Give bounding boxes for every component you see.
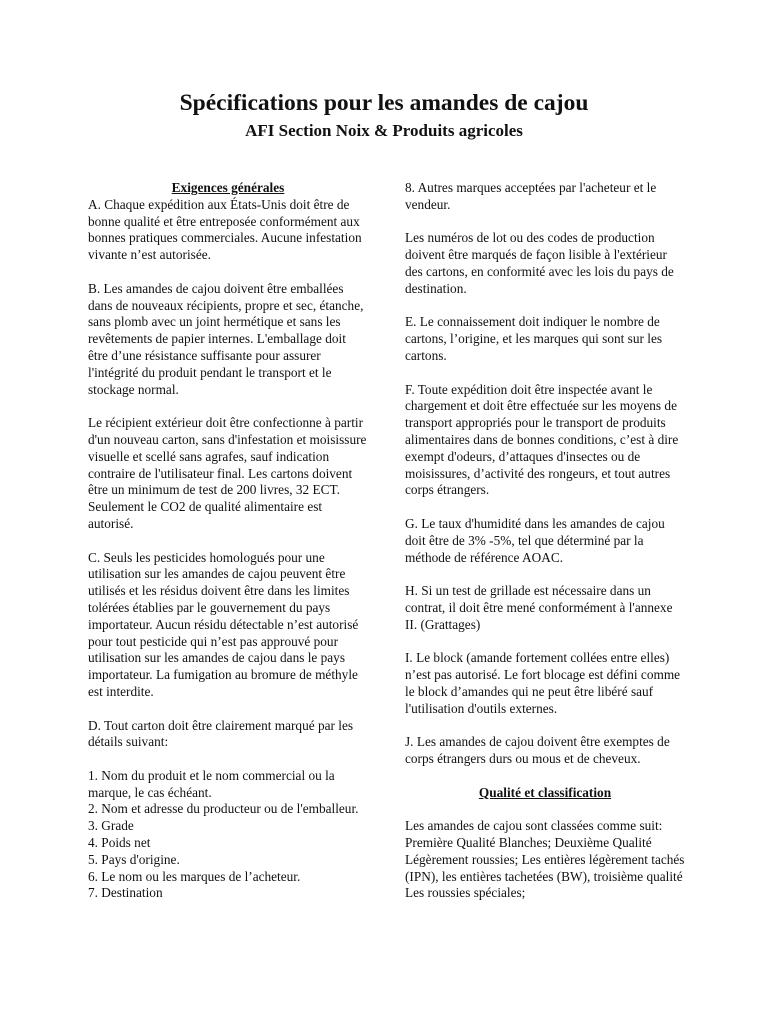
list-item: 2. Nom et adresse du producteur ou de l'emballeur. bbox=[88, 801, 359, 817]
paragraph-f: F. Toute expédition doit être inspectée avant le chargement et doit être effectuée sur les moyens de transport appropriés pour le transport de produits alimentaires dans de bonnes conditions, c’est à dire exempt d'odeurs, d’attaques d'insectes ou de moisissures, d’activité des rongeurs, et tout autres corps étrangers. bbox=[405, 381, 679, 498]
document-subtitle: AFI Section Noix & Produits agricoles bbox=[245, 121, 523, 140]
section-heading-quality: Qualité et classification bbox=[478, 784, 612, 800]
list-item: 6. Le nom ou les marques de l’acheteur. bbox=[88, 868, 301, 884]
document-title: Spécifications pour les amandes de cajou bbox=[179, 90, 589, 116]
paragraph-lot-numbers: Les numéros de lot ou des codes de production doivent être marqués de façon lisible à l'extérieur des cartons, en conformité avec les lois du pays de destination. bbox=[405, 230, 674, 296]
paragraph-container: Le récipient extérieur doit être confectionne à partir d'un nouveau carton, sans d'infestation et moisissure visuelle et scellé sans agrafes, sauf indication contraire de l'utilisateur final. Les cartons doivent être un minimum de test de 200 livres, 32 ECT. Seulement le CO2 de qualité alimentaire est autorisé. bbox=[88, 415, 367, 531]
paragraph-j: J. Les amandes de cajou doivent être exemptes de corps étrangers durs ou mous et de cheveux. bbox=[405, 734, 670, 767]
paragraph-e: E. Le connaissement doit indiquer le nombre de cartons, l’origine, et les marques qui sont sur les cartons. bbox=[405, 314, 663, 363]
section-heading-general: Exigences générales bbox=[171, 180, 285, 195]
paragraph-8: 8. Autres marques acceptées par l'acheteur et le vendeur. bbox=[405, 180, 657, 212]
list-item: 5. Pays d'origine. bbox=[88, 851, 180, 867]
paragraph-d: D. Tout carton doit être clairement marqué par les détails suivant: bbox=[88, 717, 354, 750]
right-column bbox=[405, 180, 685, 902]
marking-list bbox=[88, 768, 368, 902]
paragraph-b: B. Les amandes de cajou doivent être emballées dans de nouveaux récipients, propre et sec, étanche, sans plomb avec un joint hermétique et sans les revêtements de papier internes. L'emballage doit être d’une résistance suffisante pour assurer l'intégrité du produit pendant le transport et le stockage normal. bbox=[88, 280, 364, 397]
paragraph-a: A. Chaque expédition aux États-Unis doit être de bonne qualité et être entreposée conformément aux bonnes pratiques commerciales. Aucune infestation vivante n’est autorisée. bbox=[88, 196, 362, 263]
list-item: 7. Destination bbox=[88, 885, 163, 901]
paragraph-h: H. Si un test de grillade est nécessaire dans un contrat, il doit être mené conformément à l'annexe II. (Grattages) bbox=[405, 583, 673, 632]
paragraph-classification: Les amandes de cajou sont classées comme suit: Première Qualité Blanches; Deuxième Qualité Légèrement roussies; Les entières légèrement tachés (IPN), les entières tachetées (BW), troisième qualité Les roussies spéciales; bbox=[405, 818, 685, 901]
list-item: 1. Nom du produit et le nom commercial ou la marque, le cas échéant. bbox=[88, 767, 335, 800]
paragraph-c: C. Seuls les pesticides homologués pour une utilisation sur les amandes de cajou peuvent être utilisés et les résidus doivent être dans les limites tolérées établies par le gouvernement du pays importateur. Aucun résidu détectable n’est autorisé pour tout pesticide qui n’est pas approuvé pour utilisation sur les amandes de cajou dans le pays importateur. La fumigation au bromure de méthyle est interdite. bbox=[88, 549, 359, 699]
list-item: 3. Grade bbox=[88, 818, 134, 834]
list-item: 4. Poids net bbox=[88, 835, 151, 851]
paragraph-i: I. Le block (amande fortement collées entre elles) n’est pas autorisé. Le fort blocage est défini comme le block d’amandes qui ne peut être libéré sauf l'utilisation d'outils externes. bbox=[405, 650, 681, 716]
left-column bbox=[88, 180, 368, 902]
paragraph-g: G. Le taux d'humidité dans les amandes de cajou doit être de 3% -5%, tel que déterminé par la méthode de référence AOAC. bbox=[405, 515, 665, 565]
